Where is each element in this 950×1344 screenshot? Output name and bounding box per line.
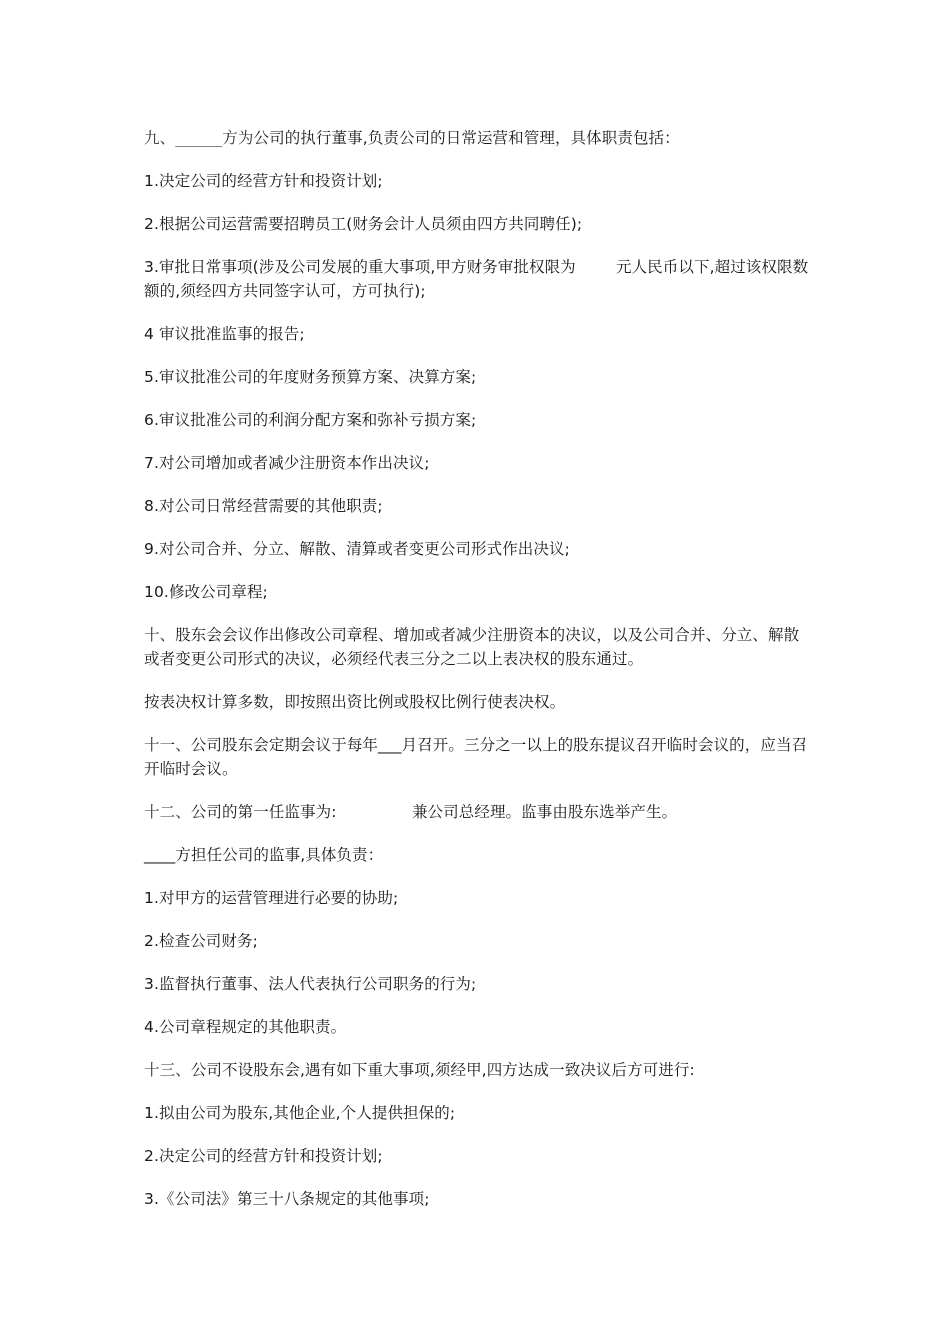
list-item: 6.审议批准公司的利润分配方案和弥补亏损方案; <box>144 411 477 429</box>
clause-number: 十、 <box>144 626 176 644</box>
list-item: 2.检查公司财务; <box>144 932 258 950</box>
list-item: 3.审批日常事项(涉及公司发展的重大事项,甲方财务审批权限为 元人民币以下,超过该权限数额的,须经四方共同签字认可，方可执行); <box>144 258 809 300</box>
clause-number: 十三、 <box>144 1061 191 1079</box>
clause-number: 十二、 <box>144 803 191 821</box>
clause-number: 九、______方为 <box>144 129 254 147</box>
list-item: 8.对公司日常经营需要的其他职责; <box>144 497 383 515</box>
clause-number: 十一、 <box>144 736 191 754</box>
list-item: 7.对公司增加或者减少注册资本作出决议; <box>144 454 430 472</box>
clause-text: 公司不设股东会,遇有如下重大事项,须经甲,四方达成一致决议后方可进行: <box>190 1061 695 1079</box>
clause-text: 公司的执行董事,负责公司的日常运营和管理，具体职责包括： <box>253 129 680 147</box>
clause-12 <box>144 800 809 824</box>
list-item: 4.公司章程规定的其他职责。 <box>144 1018 347 1036</box>
list-item: 9.对公司合并、分立、解散、清算或者变更公司形式作出决议; <box>144 540 570 558</box>
list-item: 4 审议批准监事的报告; <box>144 325 305 343</box>
clause-9-heading <box>144 126 809 150</box>
paragraph: ____方担任公司的监事,具体负责： <box>144 846 384 864</box>
list-item: 3.监督执行董事、法人代表执行公司职务的行为; <box>144 975 477 993</box>
clause-text: 公司的第一任监事为: 兼公司总经理。监事由股东选举产生。 <box>190 803 678 821</box>
list-item: 1.对甲方的运营管理进行必要的协助; <box>144 889 399 907</box>
list-item: 3.《公司法》第三十八条规定的其他事项; <box>144 1190 430 1208</box>
clause-text: 股东会会议作出修改公司章程、增加或者减少注册资本的决议，以及公司合并、分立、解散或者变更公司形式的决议，必须经代表三分之二以上表决权的股东通过。 <box>144 626 800 668</box>
clause-11 <box>144 733 809 781</box>
list-item: 2.决定公司的经营方针和投资计划; <box>144 1147 383 1165</box>
clause-10 <box>144 623 809 671</box>
paragraph: 按表决权计算多数，即按照出资比例或股权比例行使表决权。 <box>144 693 566 711</box>
clause-text: 公司股东会定期会议于每年___月召开。三分之一以上的股东提议召开临时会议的，应当召开临时会议。 <box>144 736 808 778</box>
list-item: 5.审议批准公司的年度财务预算方案、决算方案; <box>144 368 477 386</box>
list-item: 1.拟由公司为股东,其他企业,个人提供担保的; <box>144 1104 456 1122</box>
list-item: 2.根据公司运营需要招聘员工(财务会计人员须由四方共同聘任); <box>144 215 583 233</box>
list-item: 1.决定公司的经营方针和投资计划; <box>144 172 383 190</box>
list-item: 10.修改公司章程; <box>144 583 268 601</box>
clause-13 <box>144 1058 809 1082</box>
